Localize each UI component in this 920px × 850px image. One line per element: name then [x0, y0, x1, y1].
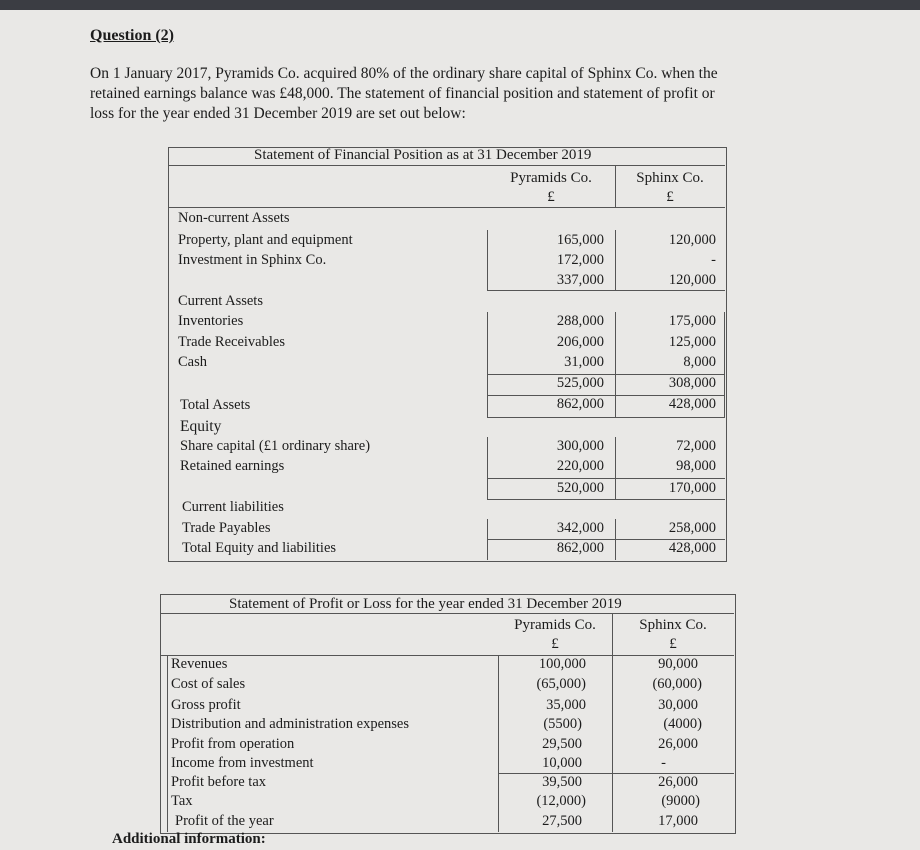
pl-box-line — [612, 655, 613, 832]
sofp-value-pyramids: 342,000 — [556, 520, 604, 536]
sofp-label: Investment in Sphinx Co. — [178, 252, 327, 268]
sofp-value-pyramids: 165,000 — [556, 232, 604, 248]
pl-value-sphinx: (9000) — [661, 793, 700, 809]
sofp-label: Non-current Assets — [178, 210, 290, 226]
sofp-value-sphinx: 98,000 — [676, 458, 716, 474]
pl-value-pyramids: (5500) — [543, 716, 582, 732]
sofp-box-line — [487, 230, 488, 290]
pl-label: Profit of the year — [175, 813, 274, 829]
sofp-value-sphinx: 120,000 — [668, 232, 716, 248]
sofp-value-sphinx: 125,000 — [668, 334, 716, 350]
pl-value-sphinx: 26,000 — [658, 736, 698, 752]
pl-label: Gross profit — [171, 697, 241, 713]
intro-line-3: loss for the year ended 31 December 2019 are set out below: — [90, 105, 466, 122]
sofp-box-line — [487, 478, 725, 479]
sofp-value-pyramids: 862,000 — [556, 396, 604, 412]
pl-value-pyramids: 10,000 — [542, 755, 582, 771]
sofp-label: Total Equity and liabilities — [182, 540, 337, 556]
sofp-value-pyramids: 31,000 — [564, 354, 604, 370]
sofp-value-pyramids: 172,000 — [556, 252, 604, 268]
sofp-label: Equity — [180, 418, 222, 435]
sofp-value-sphinx: - — [711, 252, 716, 268]
sofp-label: Current Assets — [178, 293, 263, 309]
pl-value-pyramids: 100,000 — [538, 656, 586, 672]
pl-box-line — [498, 773, 734, 774]
sofp-box-line — [615, 437, 616, 499]
sofp-value-sphinx: 308,000 — [668, 375, 716, 391]
sofp-box-line — [615, 230, 616, 290]
sofp-header-rule — [168, 207, 725, 208]
pl-label: Tax — [171, 793, 193, 809]
pl-value-sphinx: 26,000 — [658, 774, 698, 790]
sofp-value-sphinx: 428,000 — [668, 540, 716, 556]
sofp-box-line — [487, 395, 725, 396]
pl-box-line — [167, 655, 168, 832]
pl-currency-sphinx: £ — [669, 636, 677, 652]
sofp-label: Retained earnings — [180, 458, 285, 474]
sofp-title-rule — [168, 165, 725, 166]
intro-line-1: On 1 January 2017, Pyramids Co. acquired 80% of the ordinary share capital of Sphinx Co. when the — [90, 65, 718, 82]
sofp-box-line — [615, 312, 616, 417]
pl-label: Revenues — [171, 656, 228, 672]
pl-label: Distribution and administration expenses — [171, 716, 410, 732]
sofp-value-sphinx: 258,000 — [668, 520, 716, 536]
pl-label: Income from investment — [171, 755, 314, 771]
pl-value-pyramids: 29,500 — [542, 736, 582, 752]
sofp-box-line — [487, 374, 725, 375]
sofp-value-pyramids: 206,000 — [556, 334, 604, 350]
sofp-value-pyramids: 520,000 — [556, 480, 604, 496]
pl-value-sphinx: 30,000 — [658, 697, 698, 713]
pl-title-rule — [160, 613, 734, 614]
pl-label: Profit before tax — [171, 774, 267, 790]
sofp-value-pyramids: 525,000 — [556, 375, 604, 391]
pl-label: Cost of sales — [171, 676, 246, 692]
sofp-label: Current liabilities — [182, 499, 284, 515]
sofp-value-sphinx: 8,000 — [683, 354, 716, 370]
additional-information-label: Additional information: — [112, 831, 266, 847]
sofp-box-line — [487, 417, 725, 418]
pl-title: Statement of Profit or Loss for the year ended 31 December 2019 — [229, 596, 622, 612]
pl-value-pyramids: 35,000 — [546, 697, 586, 713]
sofp-box-line — [724, 312, 725, 417]
sofp-value-pyramids: 288,000 — [556, 313, 604, 329]
pl-value-sphinx: - — [661, 755, 666, 771]
sofp-label: Trade Receivables — [178, 334, 285, 350]
pl-value-sphinx: 17,000 — [658, 813, 698, 829]
intro-line-2: retained earnings balance was £48,000. The statement of financial position and statement of profit or — [90, 85, 715, 102]
pl-value-sphinx: (4000) — [663, 716, 702, 732]
pl-col-sphinx: Sphinx Co. — [639, 617, 707, 633]
sofp-box-line — [487, 312, 488, 417]
sofp-label: Trade Payables — [182, 520, 271, 536]
sofp-value-sphinx: 120,000 — [668, 272, 716, 288]
pl-value-sphinx: 90,000 — [658, 656, 698, 672]
sofp-label: Inventories — [178, 313, 244, 329]
sofp-value-pyramids: 300,000 — [556, 438, 604, 454]
sofp-label: Property, plant and equipment — [178, 232, 353, 248]
pl-value-sphinx: (60,000) — [652, 676, 702, 692]
pl-value-pyramids: (12,000) — [536, 793, 586, 809]
sofp-value-sphinx: 72,000 — [676, 438, 716, 454]
sofp-col-sphinx: Sphinx Co. — [636, 170, 704, 186]
sofp-box-line — [487, 499, 725, 500]
sofp-title: Statement of Financial Position as at 31 December 2019 — [254, 147, 592, 163]
sofp-value-pyramids: 862,000 — [556, 540, 604, 556]
question-title: Question (2) — [90, 27, 174, 44]
pl-label: Profit from operation — [171, 736, 295, 752]
sofp-value-sphinx: 428,000 — [668, 396, 716, 412]
sofp-value-pyramids: 337,000 — [556, 272, 604, 288]
sofp-col-pyramids: Pyramids Co. — [510, 170, 592, 186]
pl-value-pyramids: 39,500 — [542, 774, 582, 790]
sofp-box-line — [487, 437, 488, 499]
sofp-value-sphinx: 175,000 — [668, 313, 716, 329]
top-bar — [0, 0, 920, 10]
pl-currency-pyramids: £ — [551, 636, 559, 652]
sofp-value-sphinx: 170,000 — [668, 480, 716, 496]
sofp-label: Share capital (£1 ordinary share) — [180, 438, 371, 454]
pl-value-pyramids: (65,000) — [536, 676, 586, 692]
pl-value-pyramids: 27,500 — [542, 813, 582, 829]
sofp-label: Cash — [178, 354, 207, 370]
sofp-box-line — [487, 290, 725, 291]
sofp-currency-sphinx: £ — [666, 189, 674, 205]
sofp-value-pyramids: 220,000 — [556, 458, 604, 474]
sofp-box-line — [487, 539, 725, 540]
question-intro — [90, 64, 820, 124]
sofp-currency-pyramids: £ — [547, 189, 555, 205]
sofp-label: Total Assets — [180, 397, 251, 413]
pl-col-pyramids: Pyramids Co. — [514, 617, 596, 633]
pl-box-line — [498, 655, 499, 832]
